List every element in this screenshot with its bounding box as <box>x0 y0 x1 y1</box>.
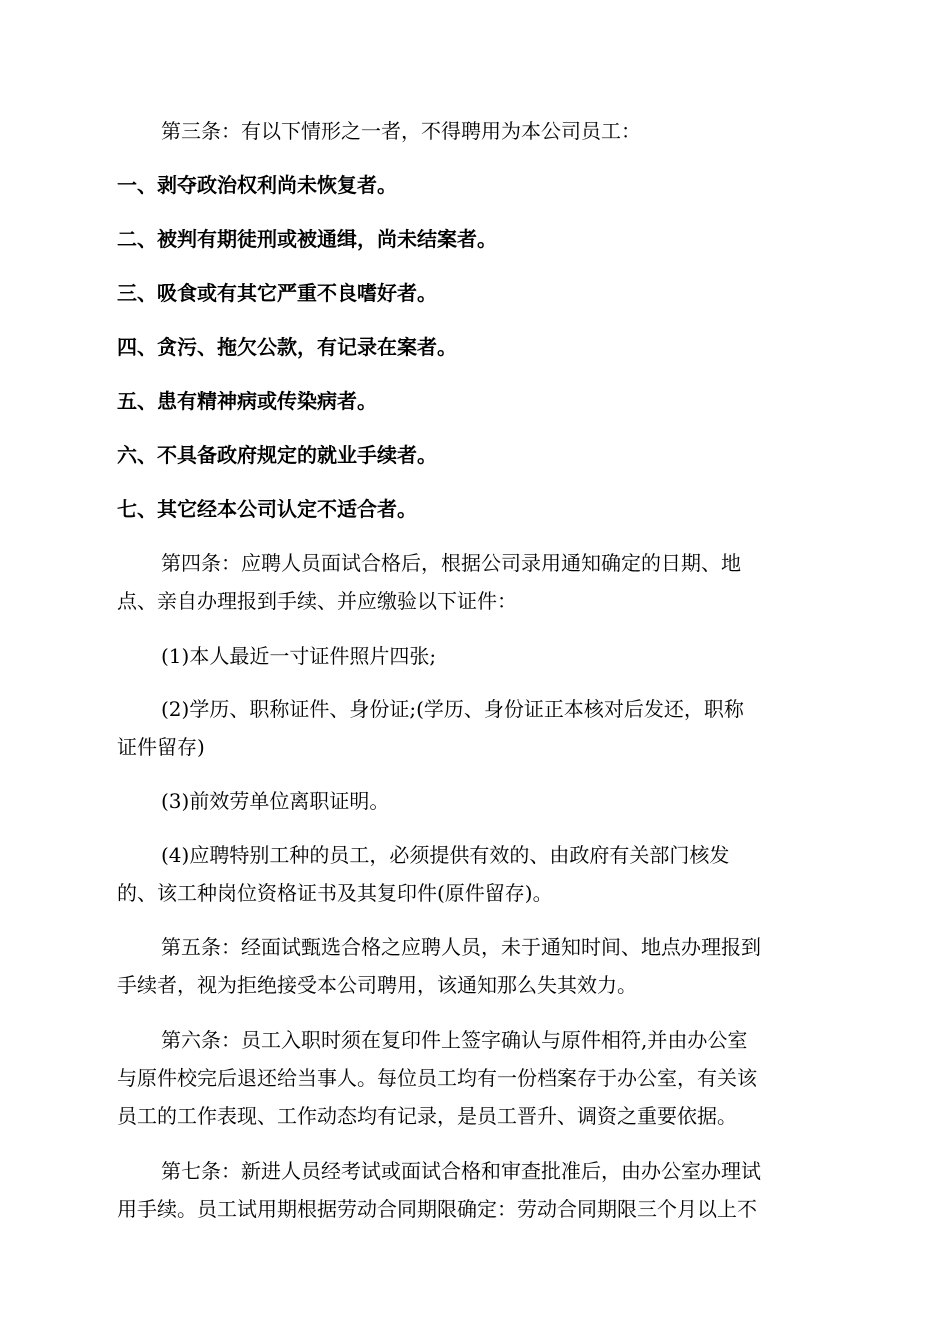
article-3-item-7: 七、其它经本公司认定不适合者。 <box>117 497 417 521</box>
article-4-requirement-3: (3)前效劳单位离职证明。 <box>161 789 390 813</box>
article-6-paragraph <box>117 1021 837 1059</box>
article-3-intro: 第三条：有以下情形之一者，不得聘用为本公司员工： <box>161 119 641 143</box>
article-4-paragraph-cont <box>117 582 837 620</box>
article-3-item-1: 一、剥夺政治权利尚未恢复者。 <box>117 173 397 197</box>
article-6-line-3: 员工的工作表现、工作动态均有记录，是员工晋升、调资之重要依据。 <box>117 1104 737 1128</box>
article-6-line-2: 与原件校完后退还给当事人。每位员工均有一份档案存于办公室，有关该 <box>117 1066 757 1090</box>
article-7-line-2: 用手续。员工试用期根据劳动合同期限确定：劳动合同期限三个月以上不 <box>117 1197 757 1221</box>
article-4-requirement-2-cont <box>117 728 837 766</box>
article-7-paragraph-cont <box>117 1190 837 1228</box>
article-6-paragraph-cont-2 <box>117 1097 837 1135</box>
article-7-paragraph <box>117 1152 837 1190</box>
article-3-item-4: 四、贪污、拖欠公款，有记录在案者。 <box>117 335 457 359</box>
article-4-requirement-4-cont <box>117 874 837 912</box>
article-4-requirement-2 <box>117 690 837 728</box>
article-3-item-3: 三、吸食或有其它严重不良嗜好者。 <box>117 281 437 305</box>
article-6-line-1: 第六条：员工入职时须在复印件上签字确认与原件相符,并由办公室 <box>161 1028 748 1052</box>
article-4-requirement-4-line-2: 的、该工种岗位资格证书及其复印件(原件留存)。 <box>117 881 553 905</box>
article-4-requirement-2-line-2: 证件留存) <box>117 735 205 759</box>
article-4-requirement-4-line-1: (4)应聘特别工种的员工，必须提供有效的、由政府有关部门核发 <box>161 843 730 867</box>
article-4-line-1: 第四条：应聘人员面试合格后，根据公司录用通知确定的日期、地 <box>161 551 741 575</box>
article-5-paragraph <box>117 928 837 966</box>
article-3-item-2: 二、被判有期徒刑或被通缉，尚未结案者。 <box>117 227 497 251</box>
article-3-item-5: 五、患有精神病或传染病者。 <box>117 389 377 413</box>
article-6-paragraph-cont-1 <box>117 1059 837 1097</box>
article-5-line-2: 手续者，视为拒绝接受本公司聘用，该通知那么失其效力。 <box>117 973 637 997</box>
article-4-paragraph <box>117 544 837 582</box>
article-4-line-2: 点、亲自办理报到手续、并应缴验以下证件： <box>117 589 517 613</box>
article-5-line-1: 第五条：经面试甄选合格之应聘人员，未于通知时间、地点办理报到 <box>161 935 761 959</box>
article-5-paragraph-cont <box>117 966 837 1004</box>
article-4-requirement-4 <box>117 836 837 874</box>
article-4-requirement-2-line-1: (2)学历、职称证件、身份证;(学历、身份证正本核对后发还，职称 <box>161 697 744 721</box>
article-4-requirement-1: (1)本人最近一寸证件照片四张; <box>161 644 437 668</box>
article-3-item-6: 六、不具备政府规定的就业手续者。 <box>117 443 437 467</box>
article-7-line-1: 第七条：新进人员经考试或面试合格和审查批准后，由办公室办理试 <box>161 1159 761 1183</box>
